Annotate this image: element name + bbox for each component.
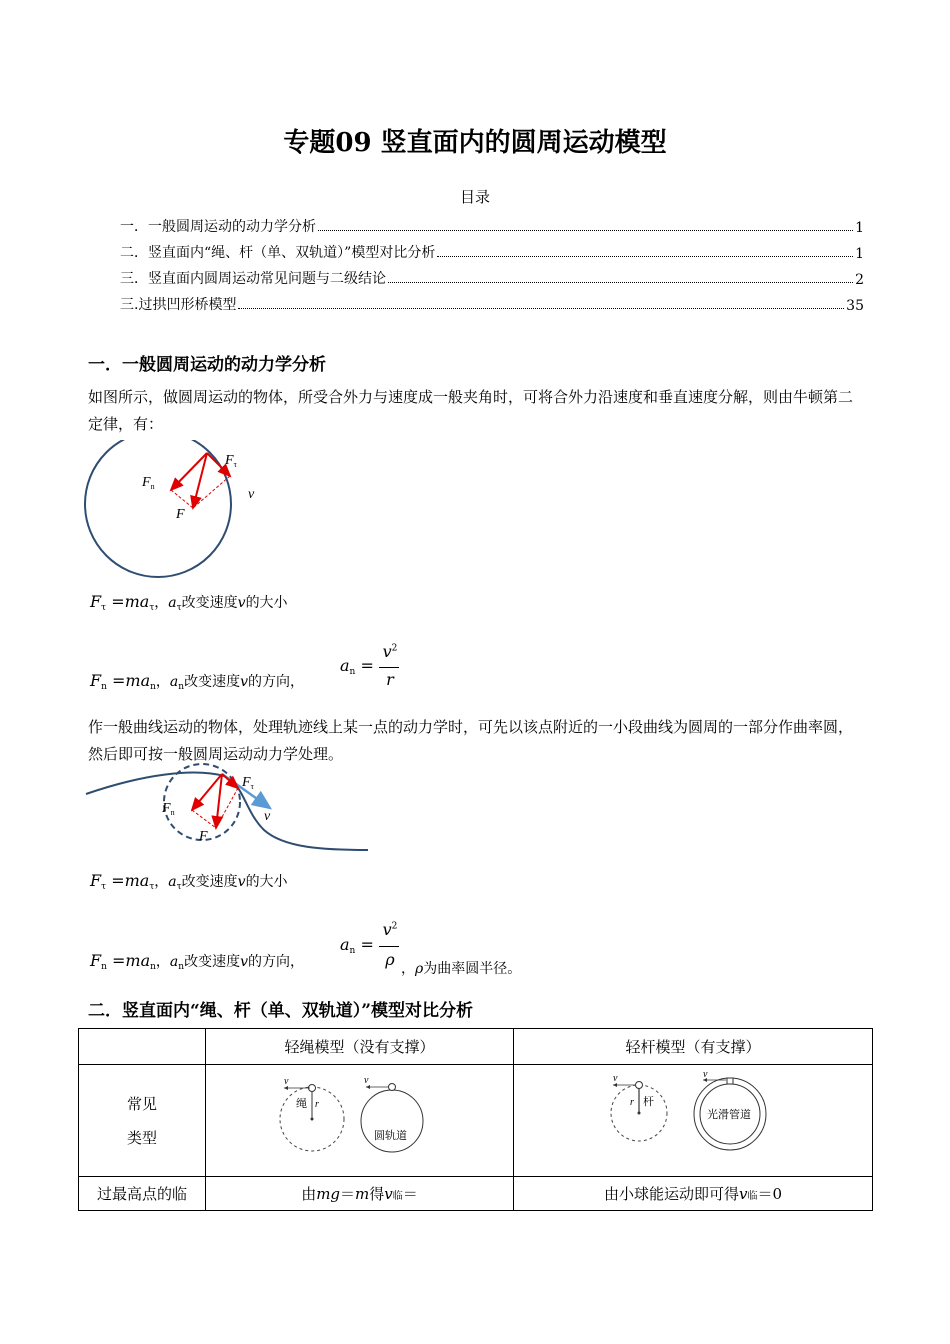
- toc-item[interactable]: [120, 210, 864, 236]
- table-row: [79, 1029, 873, 1065]
- rope-model-figure: [270, 1071, 450, 1167]
- fn-arrow: [192, 774, 222, 810]
- equation-normal: $F_n =ma_n$，$a_n$改变速度v的方向，: [90, 671, 304, 692]
- trajectory-curve: [86, 773, 368, 850]
- v-label: v: [363, 1074, 368, 1086]
- row-label-types: [79, 1065, 206, 1177]
- v-label: v: [264, 809, 271, 824]
- ball: [727, 1078, 733, 1084]
- toc-item[interactable]: [120, 288, 864, 314]
- pipe-label: 光滑管道: [707, 1108, 751, 1121]
- row-label-line: 类型: [126, 1128, 157, 1147]
- dashed-guide: [193, 476, 230, 508]
- toc-item-label[interactable]: 三.过拱凹形桥模型: [120, 297, 237, 313]
- r-label: r: [630, 1096, 634, 1108]
- v-label: v: [283, 1075, 288, 1087]
- table-row: [79, 1065, 873, 1177]
- f-label: F: [176, 507, 185, 522]
- rope-critical-cell: 由mg＝m得v临＝: [206, 1177, 514, 1211]
- toc-leader: [238, 308, 844, 309]
- fraction-numerator: $v^2$: [382, 920, 398, 939]
- equation-tangential: $F_\tau =ma_\tau$，$a_\tau$改变速度v的大小: [90, 592, 288, 613]
- table-of-contents: [120, 210, 864, 314]
- equation-normal-2: $F_n =ma_n$，$a_n$改变速度v的方向，: [90, 951, 304, 972]
- v-label: v: [613, 1072, 618, 1084]
- fraction-an-rho: $a_n$ =: [340, 935, 374, 956]
- ftau-label: $F_\tau$: [242, 775, 254, 791]
- toc-item-page: 1: [855, 220, 864, 236]
- rope-model-cell: [206, 1065, 514, 1177]
- table-header-rod: 轻杆模型（有支撑）: [514, 1029, 873, 1065]
- ball: [636, 1081, 643, 1088]
- track-label: 圆轨道: [373, 1129, 407, 1142]
- rod-critical-cell: 由小球能运动即可得v临＝0: [514, 1177, 873, 1211]
- circular-path: [85, 440, 231, 577]
- toc-item-label[interactable]: 一．一般圆周运动的动力学分析: [120, 219, 316, 235]
- center-dot: [638, 1111, 641, 1114]
- ball: [388, 1083, 395, 1090]
- section-heading: 一．一般圆周运动的动力学分析: [88, 355, 326, 375]
- toc-leader: [318, 230, 853, 231]
- toc-leader: [388, 282, 853, 283]
- circle-force-diagram: [80, 440, 280, 582]
- track-circle: [361, 1090, 423, 1152]
- v-label: v: [703, 1070, 708, 1080]
- fraction-bar: [379, 667, 399, 668]
- fraction-denominator: ρ: [385, 950, 395, 969]
- toc-item-page: 2: [855, 272, 864, 288]
- table-cell: [79, 1029, 206, 1065]
- rod-model-figure: [603, 1071, 783, 1167]
- table-header-rope: 轻绳模型（没有支撑）: [206, 1029, 514, 1065]
- curve-paragraph: 作一般曲线运动的物体，处理轨迹线上某一点的动力学时，可先以该点附近的一小段曲线为圆周的一部分作曲率圆，然后即可按一般圆周运动动力学处理。: [88, 718, 854, 763]
- fraction-an-r: $a_n$ =: [340, 656, 374, 677]
- section-heading: 二．竖直面内“绳、杆（单、双轨道）”模型对比分析: [88, 1001, 474, 1021]
- toc-item-label[interactable]: 三．竖直面内圆周运动常见问题与二级结论: [120, 271, 386, 287]
- fn-label: $F_n$: [142, 475, 155, 491]
- intro-paragraph: 如图所示，做圆周运动的物体，所受合外力与速度成一般夹角时，可将合外力沿速度和垂直速度分解，则由牛顿第二定律，有：: [88, 388, 854, 433]
- toc-item-page: 35: [846, 298, 864, 314]
- fraction-numerator: $v^2$: [382, 642, 398, 661]
- rho-note: ，ρ为曲率圆半径。: [401, 961, 522, 977]
- toc-leader: [437, 256, 853, 257]
- row-label-line: 常见: [126, 1094, 157, 1113]
- v-label: v: [248, 487, 255, 502]
- ftau-label: $F_\tau$: [225, 453, 237, 469]
- center-dot: [310, 1117, 313, 1120]
- rod-model-cell: [514, 1065, 873, 1177]
- fraction-bar: [379, 946, 399, 947]
- table-row: [79, 1177, 873, 1211]
- equation-tangential-2: $F_\tau =ma_\tau$，$a_\tau$改变速度v的大小: [90, 871, 288, 892]
- toc-item-page: 1: [855, 246, 864, 262]
- fraction-denominator: r: [386, 670, 394, 689]
- page-title: 专题09 竖直面内的圆周运动模型: [283, 128, 667, 158]
- dashed-guide: [171, 490, 193, 508]
- fn-label: $F_n$: [162, 801, 175, 817]
- dashed-guide: [192, 810, 216, 828]
- f-label: F: [199, 829, 208, 844]
- f-arrow: [216, 774, 222, 828]
- rod-label: 杆: [643, 1095, 654, 1108]
- rope-label: 绳: [295, 1097, 307, 1110]
- toc-item[interactable]: [120, 262, 864, 288]
- toc-item-label[interactable]: 二．竖直面内“绳、杆（单、双轨道）”模型对比分析: [120, 245, 436, 261]
- row-label-critical: 过最高点的临: [79, 1177, 206, 1211]
- r-label: r: [314, 1098, 319, 1110]
- curvature-diagram: [84, 760, 374, 856]
- toc-heading: 目录: [459, 188, 490, 206]
- toc-item[interactable]: [120, 236, 864, 262]
- comparison-table: [78, 1028, 873, 1211]
